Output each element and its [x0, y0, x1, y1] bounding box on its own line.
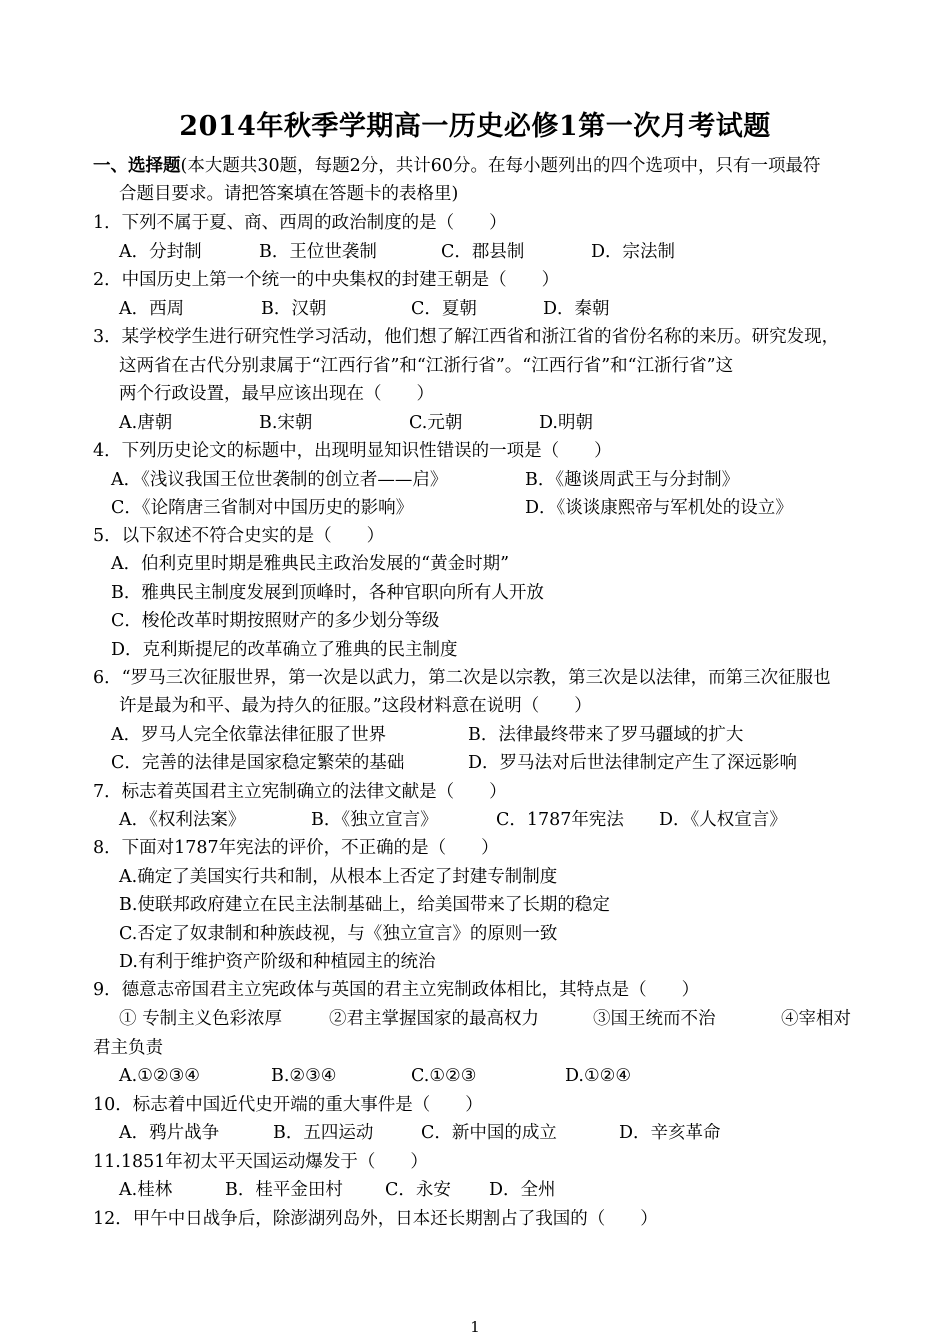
question-2-option-a: A．西周: [119, 299, 185, 319]
question-12-stem: 12．甲午中日战争后，除澎湖列岛外，日本还长期割占了我国的（ ）: [93, 1209, 658, 1229]
question-11-option-b: B．桂平金田村: [225, 1180, 343, 1200]
question-3-stem-line-1: 3．某学校学生进行研究性学习活动，他们想了解江西省和浙江省的省份名称的来历。研究发现，: [93, 327, 840, 347]
question-11-option-c: C．永安: [385, 1180, 451, 1200]
question-3-option-a: A.唐朝: [119, 413, 173, 433]
question-6-stem-line-2: 许是最为和平、最为持久的征服。”这段材料意在说明（ ）: [119, 696, 592, 716]
question-4-option-a: A．《浅议我国王位世袭制的创立者——启》: [111, 470, 448, 490]
question-8-option-d: D.有利于维护资产阶级和种植园主的统治: [119, 952, 436, 972]
exam-title: 2014年秋季学期高一历史必修1第一次月考试题: [179, 111, 771, 142]
question-8-option-c: C.否定了奴隶制和种族歧视，与《独立宣言》的原则一致: [119, 924, 558, 944]
question-9-stem: 9．德意志帝国君主立宪政体与英国的君主立宪制政体相比，其特点是（ ）: [93, 980, 700, 1000]
question-10-option-b: B．五四运动: [273, 1123, 374, 1143]
question-4-stem: 4．下列历史论文的标题中，出现明显知识性错误的一项是（ ）: [93, 441, 612, 461]
question-8-option-a: A.确定了美国实行共和制，从根本上否定了封建专制制度: [119, 867, 558, 887]
question-6-option-d: D．罗马法对后世法律制定产生了深远影响: [468, 753, 798, 773]
page-number: 1: [470, 1318, 480, 1336]
question-9-option-b: B.②③④: [271, 1066, 337, 1086]
question-9-item-4-continued: 君主负责: [93, 1038, 163, 1058]
question-1-option-b: B．王位世袭制: [259, 242, 377, 262]
question-3-option-d: D.明朝: [539, 413, 593, 433]
question-4-option-d: D．《谈谈康熙帝与军机处的设立》: [525, 498, 793, 518]
question-7-option-b: B．《独立宣言》: [311, 810, 438, 830]
question-5-stem: 5．以下叙述不符合史实的是（ ）: [93, 526, 385, 546]
question-5-option-d: D．克利斯提尼的改革确立了雅典的民主制度: [111, 640, 458, 660]
question-10-option-a: A．鸦片战争: [119, 1123, 220, 1143]
question-6-option-b: B．法律最终带来了罗马疆域的扩大: [468, 725, 744, 745]
question-11-stem: 11.1851年初太平天国运动爆发于（ ）: [93, 1152, 428, 1172]
question-9-option-a: A.①②③④: [119, 1066, 200, 1086]
question-2-option-c: C．夏朝: [411, 299, 477, 319]
question-9-item-1: ① 专制主义色彩浓厚: [119, 1009, 283, 1029]
question-1-option-a: A．分封制: [119, 242, 202, 262]
question-11-option-d: D．全州: [489, 1180, 556, 1200]
question-4-option-b: B．《趣谈周武王与分封制》: [525, 470, 740, 490]
question-6-stem-line-1: 6．“罗马三次征服世界，第一次是以武力，第二次是以宗教，第三次是以法律，而第三次征服也: [93, 668, 831, 688]
question-5-option-b: B．雅典民主制度发展到顶峰时，各种官职向所有人开放: [111, 583, 544, 603]
question-3-option-c: C.元朝: [409, 413, 463, 433]
question-6-option-a: A．罗马人完全依靠法律征服了世界: [111, 725, 387, 745]
question-10-option-c: C．新中国的成立: [421, 1123, 557, 1143]
question-9-item-3: ③国王统而不治: [593, 1009, 716, 1029]
question-9-option-c: C.①②③: [411, 1066, 477, 1086]
question-7-option-d: D．《人权宣言》: [659, 810, 787, 830]
question-2-stem: 2．中国历史上第一个统一的中央集权的封建王朝是（ ）: [93, 270, 560, 290]
question-4-option-c: C．《论隋唐三省制对中国历史的影响》: [111, 498, 414, 518]
question-10-option-d: D．辛亥革命: [619, 1123, 721, 1143]
question-1-option-c: C．郡县制: [441, 242, 525, 262]
question-6-option-c: C．完善的法律是国家稳定繁荣的基础: [111, 753, 405, 773]
question-7-stem: 7．标志着英国君主立宪制确立的法律文献是（ ）: [93, 782, 507, 802]
question-2-option-b: B．汉朝: [261, 299, 327, 319]
section-instructions: (本大题共30题，每题2分，共计60分。在每小题列出的四个选项中，只有一项最符: [180, 156, 821, 176]
section-heading: 一、选择题: [93, 156, 181, 176]
question-3-stem-line-3: 两个行政设置，最早应该出现在（ ）: [119, 384, 434, 404]
question-10-stem: 10．标志着中国近代史开端的重大事件是（ ）: [93, 1095, 483, 1115]
section-instructions-line-2: 合题目要求。请把答案填在答题卡的表格里): [119, 184, 459, 204]
question-5-option-c: C．梭伦改革时期按照财产的多少划分等级: [111, 611, 440, 631]
question-7-option-a: A．《权利法案》: [119, 810, 246, 830]
question-5-option-a: A．伯利克里时期是雅典民主政治发展的“黄金时期”: [111, 554, 510, 574]
section-instructions-line-1: [93, 152, 821, 180]
question-3-stem-line-2: 这两省在古代分别隶属于“江西行省”和“江浙行省”。“江西行省”和“江浙行省”这: [119, 356, 734, 376]
question-7-option-c: C．1787年宪法: [496, 810, 624, 830]
question-8-stem: 8．下面对1787年宪法的评价，不正确的是（ ）: [93, 838, 499, 858]
question-8-option-b: B.使联邦政府建立在民主法制基础上，给美国带来了长期的稳定: [119, 895, 610, 915]
question-1-stem: 1．下列不属于夏、商、西周的政治制度的是（ ）: [93, 213, 507, 233]
question-1-option-d: D．宗法制: [591, 242, 676, 262]
question-9-option-d: D.①②④: [565, 1066, 632, 1086]
question-3-option-b: B.宋朝: [259, 413, 313, 433]
question-9-item-2: ②君主掌握国家的最高权力: [329, 1009, 539, 1029]
question-11-option-a: A.桂林: [119, 1180, 173, 1200]
question-2-option-d: D．秦朝: [543, 299, 610, 319]
question-9-item-4: ④宰相对: [781, 1009, 851, 1029]
